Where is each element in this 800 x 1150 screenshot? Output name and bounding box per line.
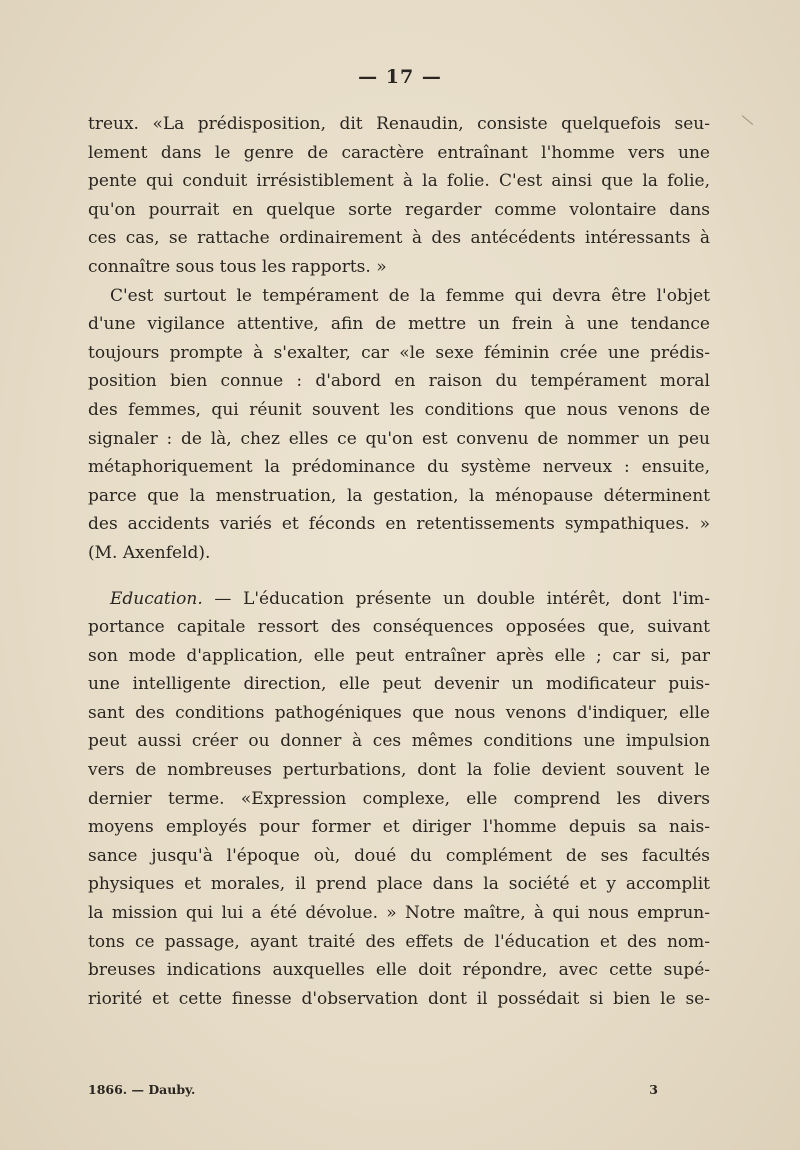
text-line: des femmes, qui réunit souvent les conditions que nous venons de — [88, 399, 710, 420]
text-line: ces cas, se rattache ordinairement à des antécédents intéressants à — [88, 228, 710, 249]
text-line: des accidents variés et féconds en retentissements sympathiques. » — [88, 514, 710, 535]
text-line — [88, 585, 710, 614]
paragraph-2 — [88, 282, 710, 568]
text-line: métaphoriquement la prédominance du système nerveux : ensuite, — [88, 457, 710, 478]
text-line: riorité et cette finesse d'observation dont il possédait si bien le se- — [88, 988, 710, 1009]
body-text — [88, 110, 710, 1013]
margin-mark — [733, 115, 753, 135]
text-line: lement dans le genre de caractère entraînant l'homme vers une — [88, 142, 710, 163]
text-line: moyens employés pour former et diriger l'homme depuis sa nais- — [88, 817, 710, 838]
text-line: pente qui conduit irrésistiblement à la folie. C'est ainsi que la folie, — [88, 171, 710, 192]
text-line: la mission qui lui a été dévolue. » Notre maître, à qui nous emprun- — [88, 903, 710, 924]
text-line: peut aussi créer ou donner à ces mêmes conditions une impulsion — [88, 731, 710, 752]
text-line: breuses indications auxquelles elle doit répondre, avec cette supé- — [88, 960, 710, 981]
text-line: C'est surtout le tempérament de la femme qui devra être l'objet — [110, 285, 710, 306]
text-line: vers de nombreuses perturbations, dont la folie devient souvent le — [88, 760, 710, 781]
text-line: sance jusqu'à l'époque où, doué du complément de ses facultés — [88, 845, 710, 866]
text-line: tons ce passage, ayant traité des effets de l'éducation et des nom- — [88, 931, 710, 952]
text-line-rest: — L'éducation présente un double intérêt, dont l'im- — [202, 588, 710, 609]
printer-signature: 1866. — Dauby. — [88, 1082, 196, 1097]
text-line: position bien connue : d'abord en raison du tempérament moral — [88, 371, 710, 392]
text-line: physiques et morales, il prend place dans la société et y accomplit — [88, 874, 710, 895]
text-line: signaler : de là, chez elles ce qu'on est convenu de nommer un peu — [88, 428, 710, 449]
section-heading: Education. — [110, 588, 203, 609]
signature-mark: 3 — [649, 1082, 658, 1097]
text-line: son mode d'application, elle peut entraîner après elle ; car si, par — [88, 645, 710, 666]
text-line: une intelligente direction, elle peut devenir un modificateur puis- — [88, 674, 710, 695]
paragraph-gap — [88, 568, 710, 585]
text-line: portance capitale ressort des conséquences opposées que, suivant — [88, 617, 710, 638]
page-number: — 17 — — [358, 66, 442, 88]
text-line: d'une vigilance attentive, afin de mettre un frein à une tendance — [88, 314, 710, 335]
text-line: dernier terme. «Expression complexe, elle comprend les divers — [88, 788, 710, 809]
text-line: qu'on pourrait en quelque sorte regarder comme volontaire dans — [88, 199, 710, 220]
text-line: toujours prompte à s'exalter, car «le sexe féminin crée une prédis- — [88, 342, 710, 363]
paragraph-1 — [88, 110, 710, 282]
text-line: treux. «La prédisposition, dit Renaudin, consiste quelquefois seu- — [88, 114, 710, 134]
text-line: sant des conditions pathogéniques que nous venons d'indiquer, elle — [88, 702, 710, 723]
text-line: (M. Axenfeld). — [88, 542, 211, 563]
text-line: connaître sous tous les rapports. » — [88, 256, 387, 277]
paragraph-3 — [88, 585, 710, 1014]
text-line: parce que la menstruation, la gestation, la ménopause déterminent — [88, 485, 710, 506]
